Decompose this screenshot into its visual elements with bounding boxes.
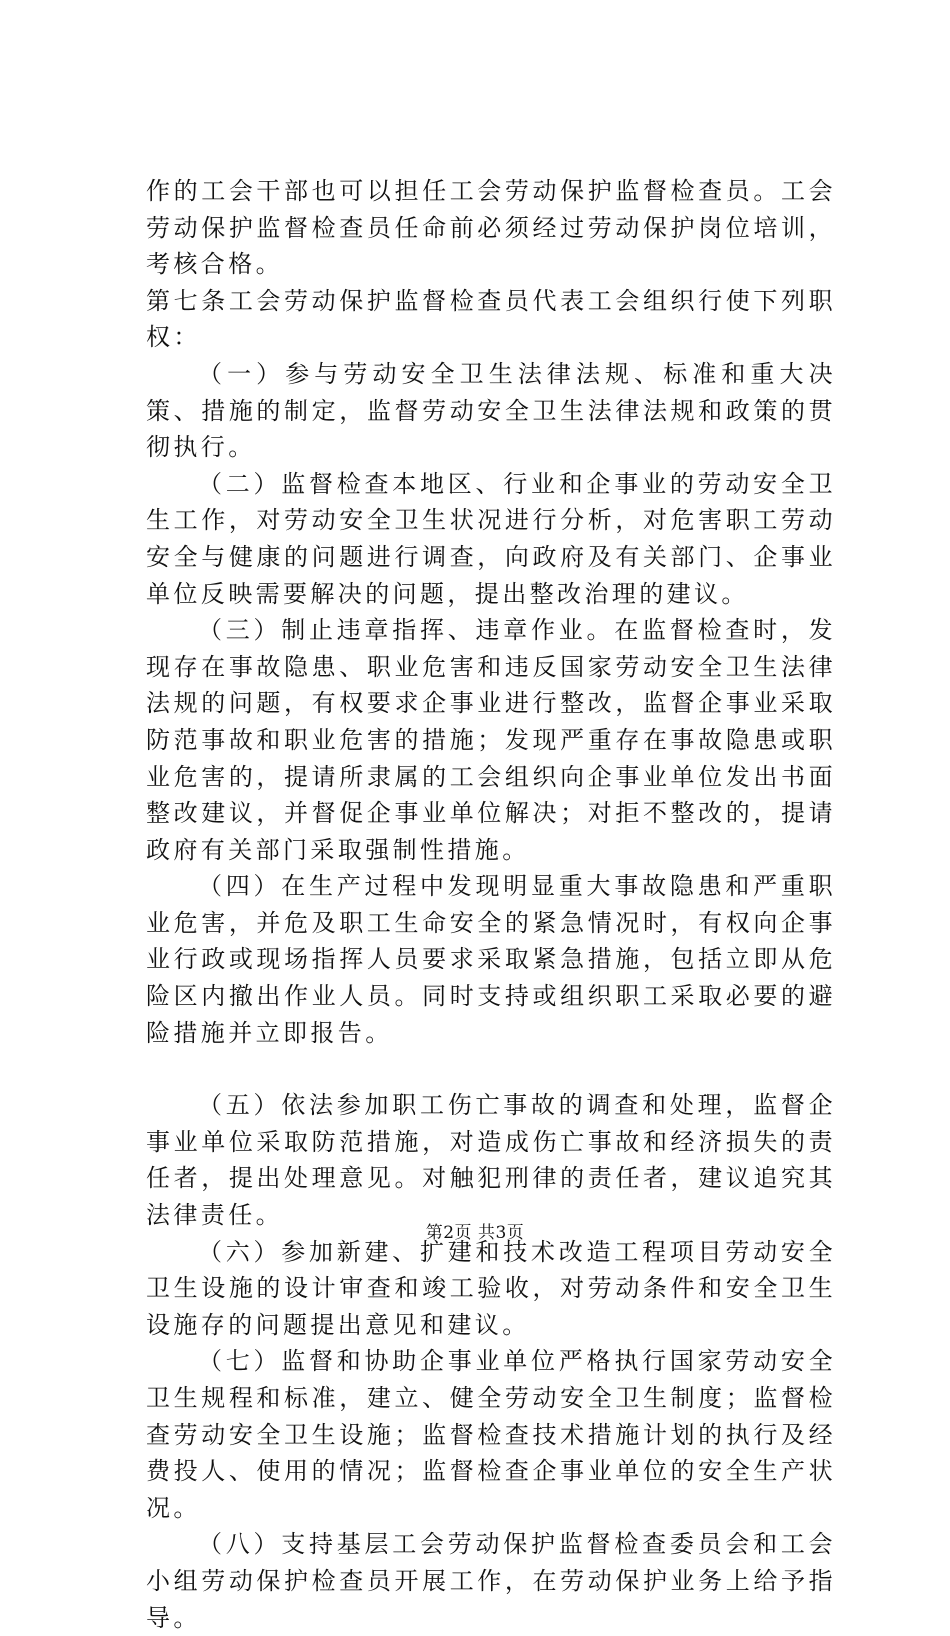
item-2-paragraph: （二）监督检查本地区、行业和企事业的劳动安全卫生工作，对劳动安全卫生状况进行分析，对危害职工劳动安全与健康的问题进行调查，向政府及有关部门、企事业单位反映需要解决的问题，提出整改治理的建议。 xyxy=(146,469,836,608)
article-7-heading: 第七条工会劳动保护监督检查员代表工会组织行使下列职权： xyxy=(146,286,836,352)
page-number-footer: 第2页 共3页 xyxy=(425,1223,525,1243)
item-4-paragraph: （四）在生产过程中发现明显重大事故隐患和严重职业危害，并危及职工生命安全的紧急情况时，有权向企事业行政或现场指挥人员要求采取紧急措施，包括立即从危险区内撤出作业人员。同时支持或组织职工采取必要的避险措施并立即报告。 xyxy=(146,872,836,1047)
item-7-paragraph: （七）监督和协助企事业单位严格执行国家劳动安全卫生规程和标准，建立、健全劳动安全卫生制度；监督检查劳动安全卫生设施；监督检查技术措施计划的执行及经费投人、使用的情况；监督检查企事业单位的安全生产状况。 xyxy=(146,1347,836,1522)
body-text xyxy=(146,173,836,1636)
item-8-paragraph: （八）支持基层工会劳动保护监督检查委员会和工会小组劳动保护检查员开展工作，在劳动保护业务上给予指导。 xyxy=(146,1530,836,1632)
paragraph-continuation: 作的工会干部也可以担任工会劳动保护监督检查员。工会劳动保护监督检查员任命前必须经过劳动保护岗位培训，考核合格。 xyxy=(146,177,836,279)
item-3-paragraph: （三）制止违章指挥、违章作业。在监督检查时，发现存在事故隐患、职业危害和违反国家劳动安全卫生法律法规的问题，有权要求企事业进行整改，监督企事业采取防范事故和职业危害的措施；发现严重存在事故隐患或职业危害的，提请所隶属的工会组织向企事业单位发出书面整改建议，并督促企事业单位解决；对拒不整改的，提请政府有关部门采取强制性措施。 xyxy=(146,616,836,864)
item-1-paragraph: （一）参与劳动安全卫生法律法规、标准和重大决策、措施的制定，监督劳动安全卫生法律法规和政策的贯彻执行。 xyxy=(146,359,836,462)
item-6-paragraph: （六）参加新建、扩建和技术改造工程项目劳动安全卫生设施的设计审查和竣工验收，对劳动条件和安全卫生设施存的问题提出意见和建议。 xyxy=(146,1237,836,1339)
item-5-paragraph: （五）依法参加职工伤亡事故的调查和处理，监督企事业单位采取防范措施，对造成伤亡事故和经济损失的责任者，提出处理意见。对触犯刑律的责任者，建议追究其法律责任。 xyxy=(146,1091,836,1230)
